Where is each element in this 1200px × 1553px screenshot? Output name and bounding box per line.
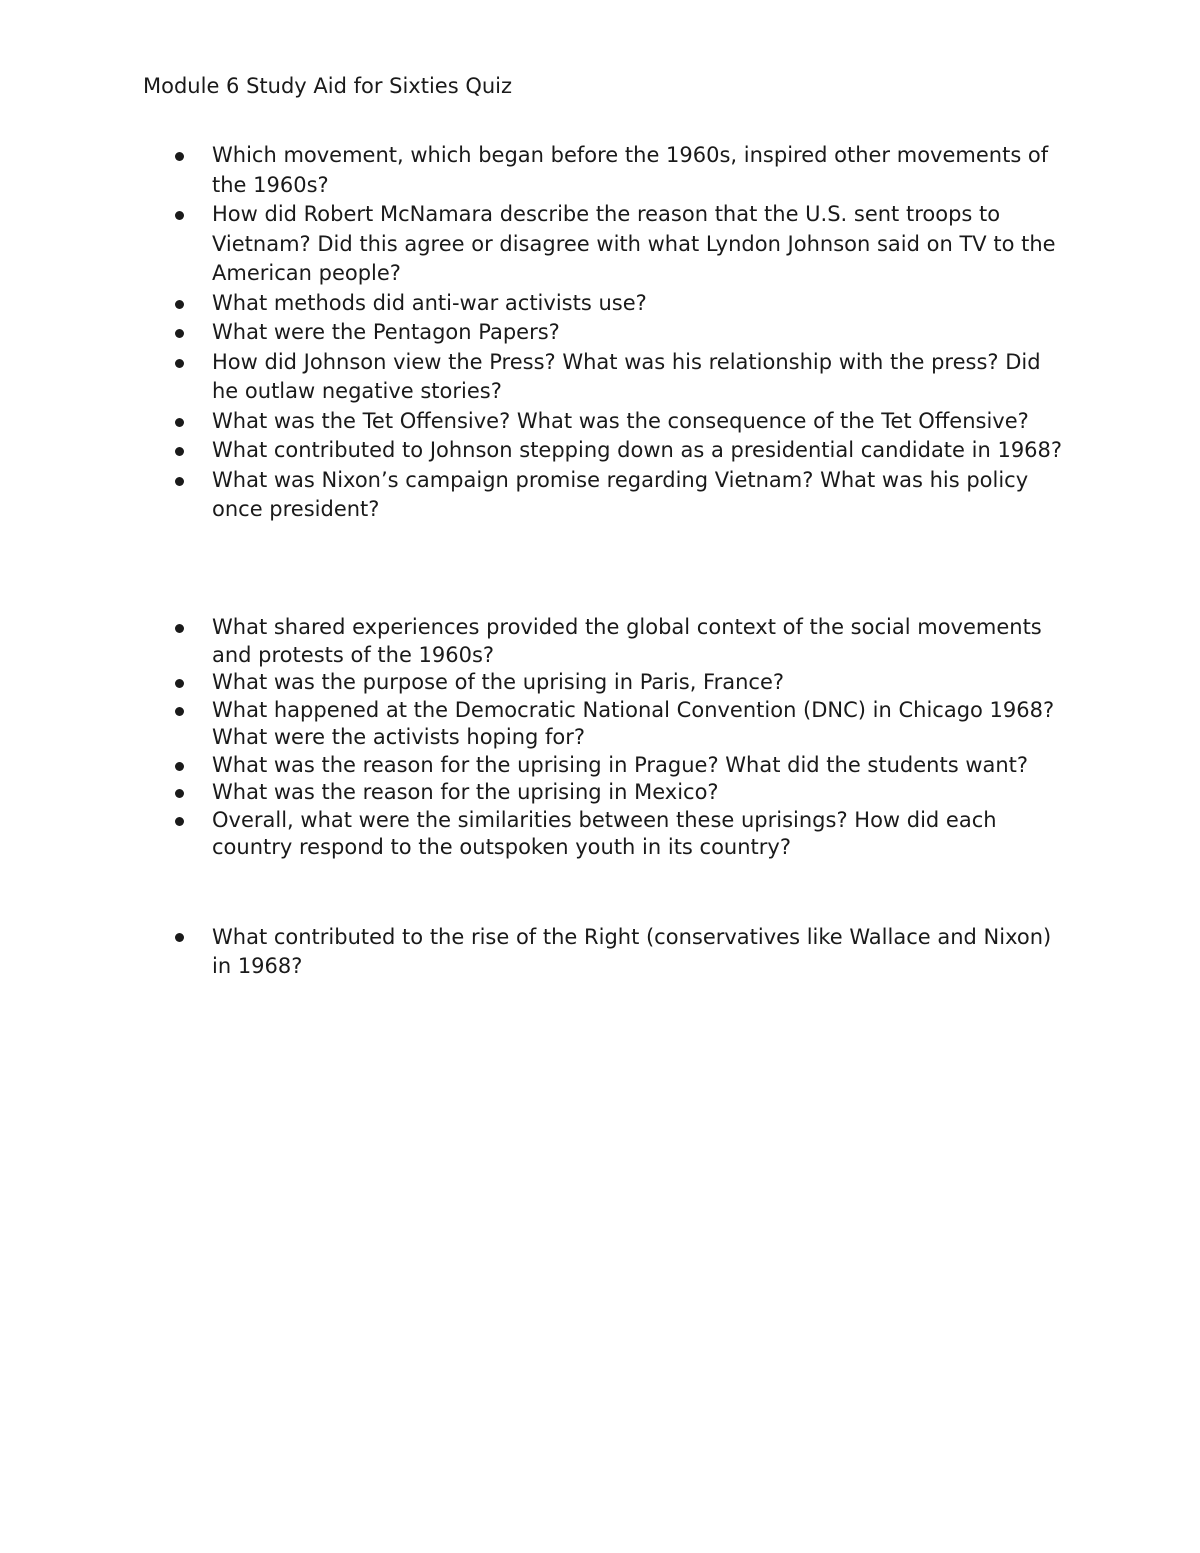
question-text: Which movement, which began before the 1960s, inspired other movements of the 1960s? xyxy=(212,143,1049,197)
question-text: What was the Tet Offensive? What was the consequence of the Tet Offensive? xyxy=(212,408,1029,433)
list-item xyxy=(143,752,1073,780)
list-item xyxy=(143,407,1073,437)
bullet-icon xyxy=(175,789,184,798)
bullet-icon xyxy=(175,418,184,427)
question-text: What methods did anti-war activists use? xyxy=(212,290,647,315)
question-text: How did Johnson view the Press? What was his relationship with the press? Did he outlaw negative stories? xyxy=(212,349,1041,403)
bullet-icon xyxy=(175,762,184,771)
question-text: Overall, what were the similarities between these uprisings? How did each country respond to the outspoken youth in its country? xyxy=(212,807,997,859)
bullet-icon xyxy=(175,707,184,716)
bullet-icon xyxy=(175,624,184,633)
list-item xyxy=(143,348,1073,407)
question-text: What contributed to the rise of the Right (conservatives like Wallace and Nixon) in 1968? xyxy=(212,925,1052,978)
document-title: Module 6 Study Aid for Sixties Quiz xyxy=(143,74,513,98)
question-list-vietnam xyxy=(143,141,1073,525)
list-item xyxy=(143,779,1073,807)
list-item xyxy=(143,318,1073,348)
question-text: What was the purpose of the uprising in Paris, France? xyxy=(212,670,785,694)
bullet-icon xyxy=(175,679,184,688)
question-text: How did Robert McNamara describe the reason that the U.S. sent troops to Vietnam? Did this agree or disagree with what Lyndon Johnson said on TV to the American people? xyxy=(212,202,1056,285)
list-item xyxy=(143,807,1073,862)
bullet-icon xyxy=(175,329,184,338)
list-item xyxy=(143,923,1073,980)
bullet-icon xyxy=(175,477,184,486)
list-item xyxy=(143,466,1073,525)
list-item xyxy=(143,614,1073,669)
list-item xyxy=(143,436,1073,466)
list-item xyxy=(143,697,1073,752)
question-text: What happened at the Democratic National Convention (DNC) in Chicago 1968? What were the activists hoping for? xyxy=(212,697,1055,749)
list-item xyxy=(143,141,1073,200)
bullet-icon xyxy=(175,933,184,942)
bullet-icon xyxy=(175,359,184,368)
list-item xyxy=(143,200,1073,289)
bullet-icon xyxy=(175,152,184,161)
question-text: What contributed to Johnson stepping down as a presidential candidate in 1968? xyxy=(212,438,1063,462)
bullet-icon xyxy=(175,447,184,456)
question-list-rise-of-right xyxy=(143,923,1073,980)
question-text: What shared experiences provided the global context of the social movements and protests of the 1960s? xyxy=(212,615,1042,667)
question-text: What was Nixon’s campaign promise regarding Vietnam? What was his policy once president? xyxy=(212,467,1029,521)
bullet-icon xyxy=(175,817,184,826)
list-item xyxy=(143,289,1073,319)
bullet-icon xyxy=(175,300,184,309)
question-text: What were the Pentagon Papers? xyxy=(212,320,560,344)
question-list-global-protests xyxy=(143,614,1073,862)
bullet-icon xyxy=(175,211,184,220)
list-item xyxy=(143,669,1073,697)
question-text: What was the reason for the uprising in Prague? What did the students want? xyxy=(212,752,1029,777)
question-text: What was the reason for the uprising in Mexico? xyxy=(212,780,719,804)
